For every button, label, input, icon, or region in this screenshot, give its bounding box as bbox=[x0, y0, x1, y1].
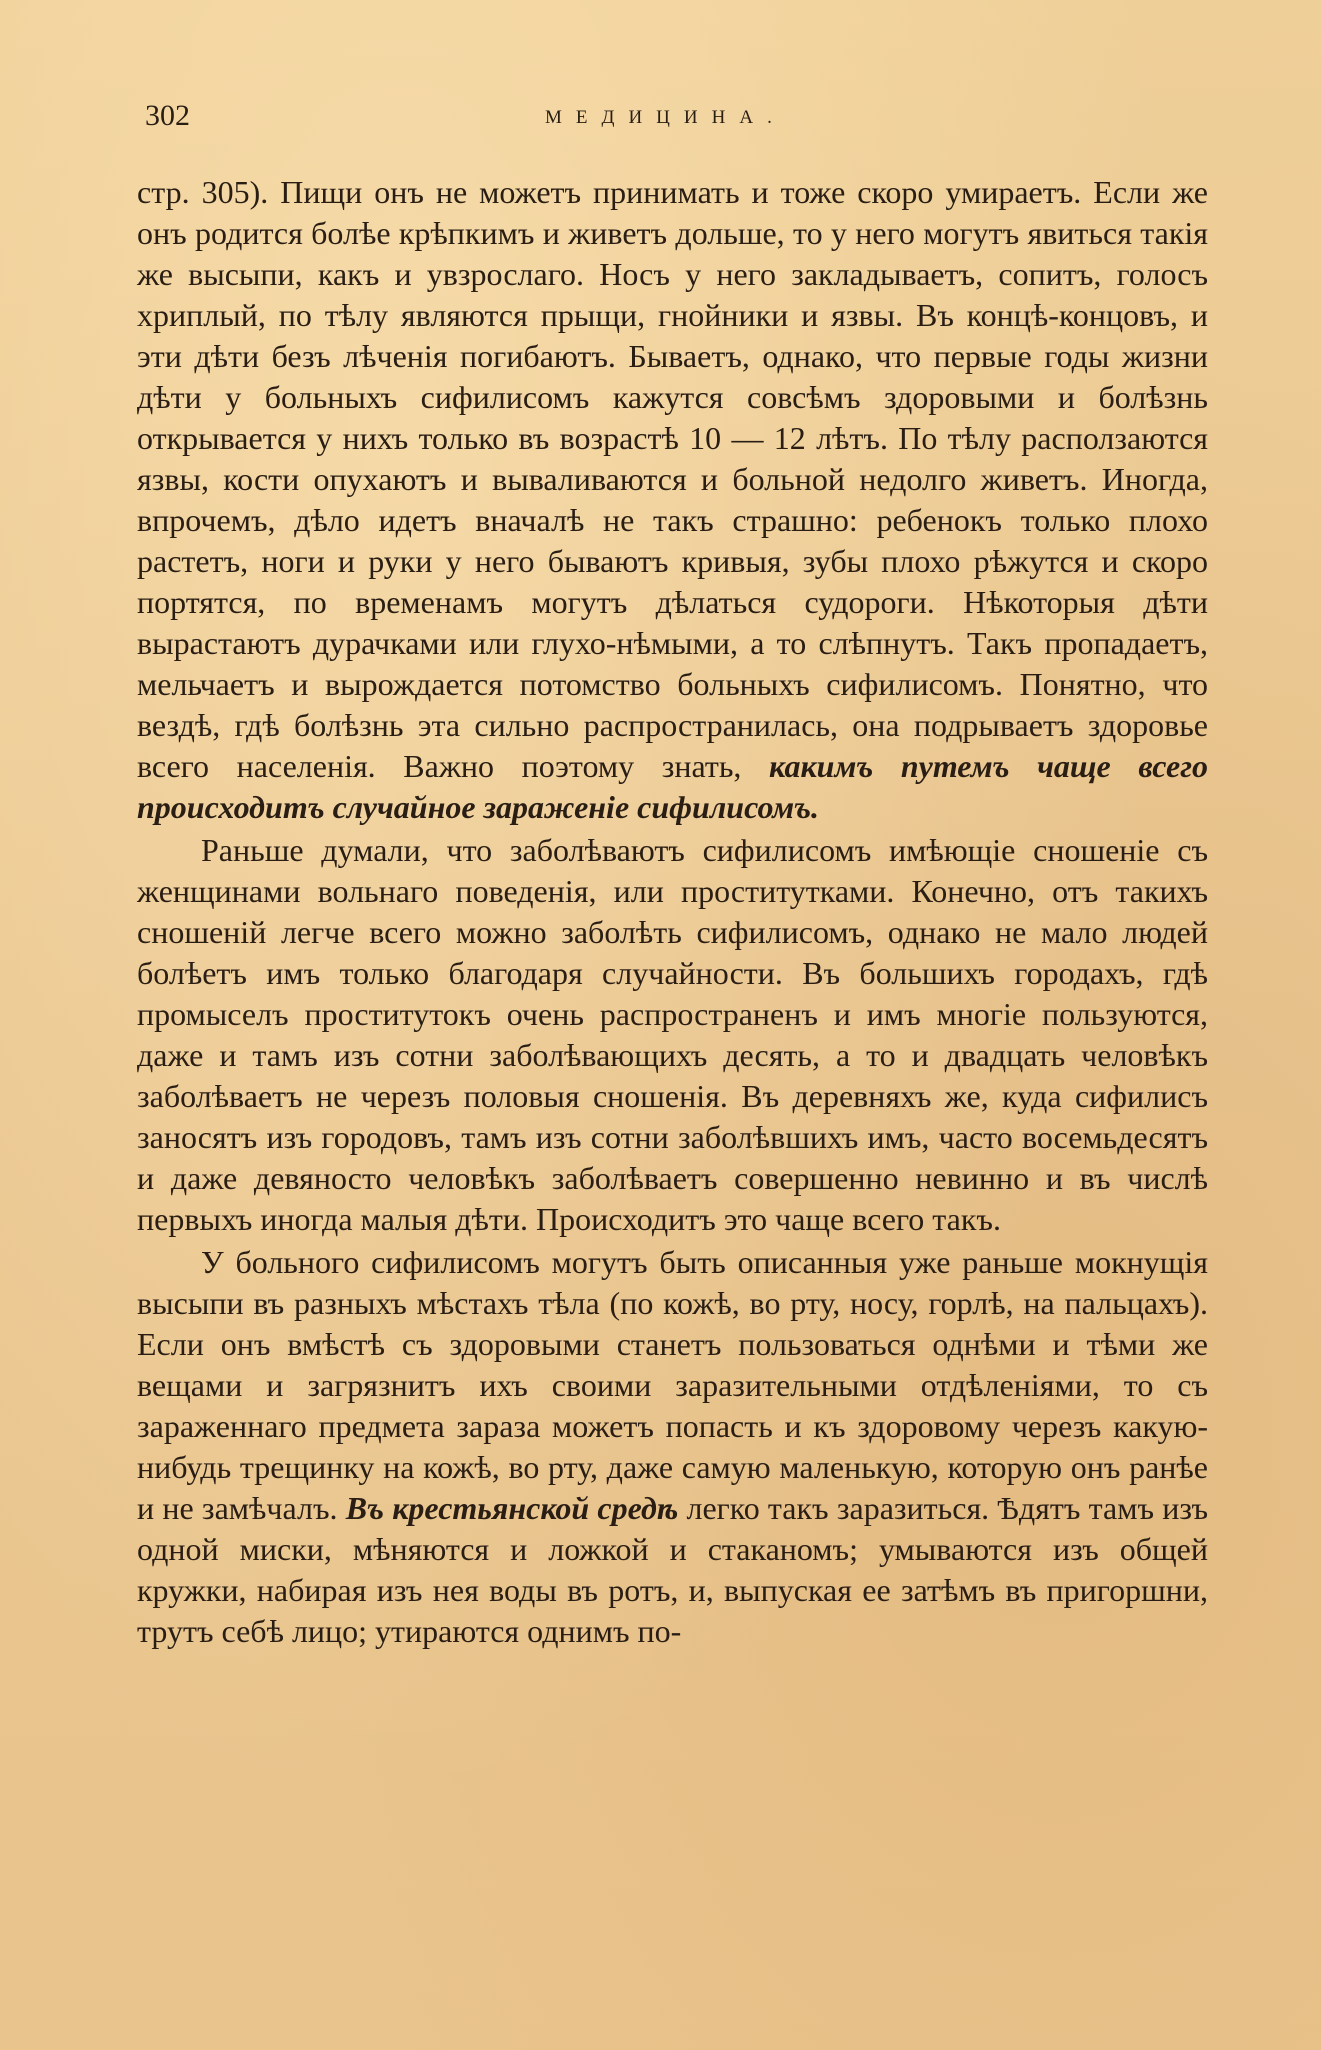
paragraph-1-emphasis: какимъ путемъ чаще всего происходитъ случайное зараженіе сифилисомъ. bbox=[137, 748, 1209, 825]
paragraph-2 bbox=[137, 830, 1208, 1240]
paragraph-2-text: Раньше думали, что заболѣваютъ сифилисомъ имѣющіе сношеніе съ женщинами вольнаго поведенія, или проститутками. Конечно, отъ такихъ сношеній легче всего можно заболѣть сифилисомъ, однако не мало людей болѣетъ имъ только благодаря случайности. Въ большихъ городахъ, гдѣ промыселъ проститутокъ очень распространенъ и имъ многіе пользуются, даже и тамъ изъ сотни заболѣвающихъ десять, а то и двадцать человѣкъ заболѣваетъ не черезъ половыя сношенія. Въ деревняхъ же, куда сифилисъ заносятъ изъ городовъ, тамъ изъ сотни заболѣвшихъ имъ, часто восемьдесятъ и даже девяносто человѣкъ заболѣваетъ совершенно невинно и въ числѣ первыхъ иногда малыя дѣти. Происходитъ это чаще всего такъ. bbox=[137, 832, 1208, 1237]
paragraph-3-text: У больного сифилисомъ могутъ быть описанныя уже раньше мокнущія высыпи въ разныхъ мѣстахъ тѣла (по кожѣ, во рту, носу, горлѣ, на пальцахъ). Если онъ вмѣстѣ съ здоровыми станетъ пользоваться однѣми и тѣми же вещами и загрязнитъ ихъ своими заразительными отдѣленіями, то съ зараженнаго предмета зараза можетъ попасть и къ здоровому черезъ какую-нибудь трещинку на кожѣ, во рту, даже самую маленькую, которую онъ ранѣе и не замѣчалъ. bbox=[137, 1244, 1208, 1526]
page-number: 302 bbox=[145, 99, 190, 132]
paragraph-3 bbox=[137, 1242, 1208, 1652]
paragraph-3-emphasis: Въ крестьянской средѣ bbox=[345, 1490, 679, 1526]
body-text bbox=[137, 172, 1208, 1652]
running-head bbox=[145, 96, 1205, 136]
running-title: МЕДИЦИНА. bbox=[545, 107, 786, 128]
paragraph-3-tail: легко такъ заразиться. Ѣдятъ тамъ изъ одной миски, мѣняются и ложкой и стаканомъ; умываются изъ общей кружки, набирая изъ нея воды въ ротъ, и, выпуская ее затѣмъ въ пригоршни, трутъ себѣ лицо; утираются однимъ по- bbox=[137, 1490, 1209, 1649]
paragraph-1 bbox=[137, 172, 1208, 828]
paragraph-1-text: стр. 305). Пищи онъ не можетъ принимать и тоже скоро умираетъ. Если же онъ родится болѣе крѣпкимъ и живетъ дольше, то у него могутъ явиться такія же высыпи, какъ и увзрослаго. Носъ у него закладываетъ, сопитъ, голосъ хриплый, по тѣлу являются прыщи, гнойники и язвы. Въ концѣ-концовъ, и эти дѣти безъ лѣченія погибаютъ. Бываетъ, однако, что первые годы жизни дѣти у больныхъ сифилисомъ кажутся совсѣмъ здоровыми и болѣзнь открывается у нихъ только въ возрастѣ 10 — 12 лѣтъ. По тѣлу расползаются язвы, кости опухаютъ и вываливаются и больной недолго живетъ. Иногда, впрочемъ, дѣло идетъ вначалѣ не такъ страшно: ребенокъ только плохо растетъ, ноги и руки у него бываютъ кривыя, зубы плохо рѣжутся и скоро портятся, по временамъ могутъ дѣлаться судороги. Нѣкоторыя дѣти вырастаютъ дурачками или глухо-нѣмыми, а то слѣпнутъ. Такъ пропадаетъ, мельчаетъ и вырождается потомство больныхъ сифилисомъ. Понятно, что вездѣ, гдѣ болѣзнь эта сильно распространилась, она подрываетъ здоровье всего населенія. Важно поэтому знать, bbox=[137, 174, 1208, 784]
